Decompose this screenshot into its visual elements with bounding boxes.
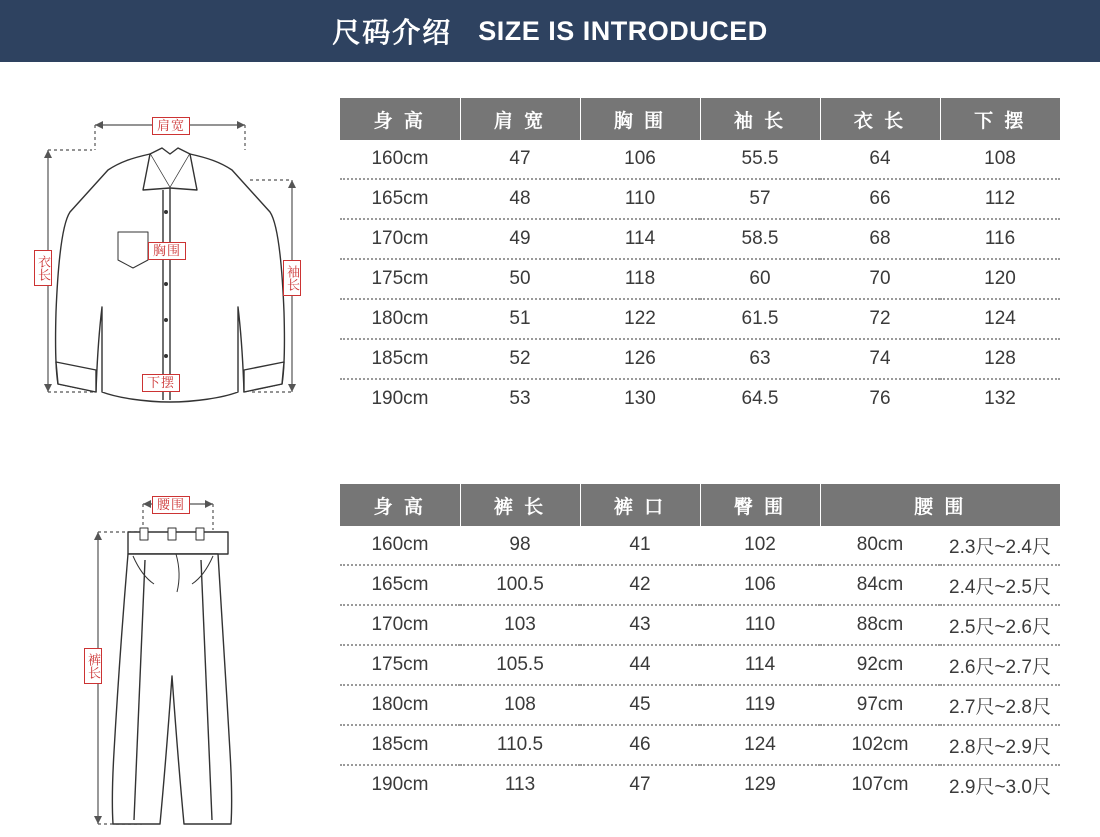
cell: 185cm	[340, 339, 460, 379]
cell: 41	[580, 526, 700, 565]
cell: 43	[580, 605, 700, 645]
cell: 103	[460, 605, 580, 645]
cell: 44	[580, 645, 700, 685]
table-header-row	[340, 98, 1060, 140]
cell: 92cm	[820, 645, 940, 685]
cell: 114	[700, 645, 820, 685]
pants-size-table	[340, 484, 1060, 804]
cell: 105.5	[460, 645, 580, 685]
cell: 110.5	[460, 725, 580, 765]
col-header: 身 高	[340, 484, 460, 526]
cell: 2.9尺~3.0尺	[949, 776, 1051, 798]
cell: 2.6尺~2.7尺	[940, 645, 1060, 685]
cell: 108	[940, 140, 1060, 179]
cell: 102	[700, 526, 820, 565]
cell: 165cm	[340, 179, 460, 219]
label-garment-length: 衣长	[34, 250, 52, 286]
cell: 60	[700, 259, 820, 299]
cell: 124	[940, 299, 1060, 339]
label-sleeve-length: 袖长	[283, 260, 301, 296]
table-row	[340, 299, 1060, 339]
cell: 51	[460, 299, 580, 339]
cell: 119	[700, 685, 820, 725]
col-header: 裤 口	[580, 484, 700, 526]
cell: 42	[580, 565, 700, 605]
cell: 170cm	[340, 219, 460, 259]
cell: 70	[820, 259, 940, 299]
cell: 175cm	[340, 645, 460, 685]
cell: 175cm	[340, 259, 460, 299]
cell: 129	[744, 774, 776, 795]
table-row	[340, 339, 1060, 379]
shirt-section	[0, 62, 1100, 452]
shirt-figure	[0, 62, 340, 452]
cell: 47	[629, 774, 651, 795]
cell: 124	[700, 725, 820, 765]
cell: 180cm	[340, 685, 460, 725]
label-waist: 腰围	[152, 496, 190, 514]
label-pants-length: 裤长	[84, 648, 102, 684]
cell: 57	[700, 179, 820, 219]
shirt-size-table	[340, 98, 1060, 418]
label-shoulder-width: 肩宽	[152, 117, 190, 135]
cell: 128	[940, 339, 1060, 379]
table-row	[340, 526, 1060, 565]
cell: 114	[580, 219, 700, 259]
cell: 112	[940, 179, 1060, 219]
table-row	[340, 685, 1060, 725]
cell: 45	[580, 685, 700, 725]
cell: 2.4尺~2.5尺	[940, 565, 1060, 605]
table-row	[340, 725, 1060, 765]
cell: 49	[460, 219, 580, 259]
pants-figure	[0, 452, 340, 837]
pants-table-wrapper	[340, 452, 1100, 837]
cell: 2.3尺~2.4尺	[940, 526, 1060, 565]
table-row	[340, 140, 1060, 179]
cell: 50	[460, 259, 580, 299]
page-title-en: SIZE IS INTRODUCED	[478, 15, 768, 46]
cell: 170cm	[340, 605, 460, 645]
cell: 180cm	[340, 299, 460, 339]
cell: 126	[580, 339, 700, 379]
cell: 55.5	[700, 140, 820, 179]
cell: 76	[869, 388, 891, 409]
table-row	[340, 645, 1060, 685]
cell: 102cm	[820, 725, 940, 765]
col-header: 身 高	[340, 98, 460, 140]
col-header: 肩 宽	[460, 98, 580, 140]
cell: 97cm	[820, 685, 940, 725]
label-hem: 下摆	[142, 374, 180, 392]
cell: 47	[460, 140, 580, 179]
cell: 61.5	[700, 299, 820, 339]
cell: 72	[820, 299, 940, 339]
cell: 106	[700, 565, 820, 605]
cell: 64	[820, 140, 940, 179]
cell: 160cm	[340, 140, 460, 179]
cell: 64.5	[741, 388, 779, 409]
cell: 2.7尺~2.8尺	[940, 685, 1060, 725]
cell: 110	[700, 605, 820, 645]
col-header: 下 摆	[940, 98, 1060, 140]
cell: 66	[820, 179, 940, 219]
table-row	[340, 219, 1060, 259]
cell: 130	[624, 388, 656, 409]
cell: 52	[460, 339, 580, 379]
cell: 108	[460, 685, 580, 725]
cell: 120	[940, 259, 1060, 299]
cell: 110	[580, 179, 700, 219]
cell: 190cm	[371, 774, 429, 795]
cell: 107cm	[851, 774, 909, 795]
cell: 53	[509, 388, 531, 409]
cell: 113	[504, 774, 536, 795]
cell: 185cm	[340, 725, 460, 765]
table-row	[340, 379, 1060, 418]
col-header: 袖 长	[700, 98, 820, 140]
cell: 80cm	[820, 526, 940, 565]
table-row	[340, 565, 1060, 605]
cell: 132	[984, 388, 1016, 409]
cell: 160cm	[340, 526, 460, 565]
label-chest: 胸围	[148, 242, 186, 260]
col-header: 裤 长	[460, 484, 580, 526]
cell: 98	[460, 526, 580, 565]
cell: 74	[820, 339, 940, 379]
page-header	[0, 0, 1100, 62]
cell: 100.5	[460, 565, 580, 605]
table-row	[340, 259, 1060, 299]
cell: 118	[580, 259, 700, 299]
cell: 48	[460, 179, 580, 219]
table-row	[340, 179, 1060, 219]
table-row	[340, 765, 1060, 804]
cell: 46	[580, 725, 700, 765]
cell: 190cm	[371, 388, 429, 409]
table-header-row	[340, 484, 1060, 526]
cell: 68	[820, 219, 940, 259]
pants-section	[0, 452, 1100, 837]
cell: 63	[700, 339, 820, 379]
col-header: 腰 围	[820, 484, 1060, 526]
page-title-cn: 尺码介绍	[332, 17, 453, 48]
col-header: 臀 围	[700, 484, 820, 526]
col-header: 衣 长	[820, 98, 940, 140]
cell: 84cm	[820, 565, 940, 605]
cell: 106	[580, 140, 700, 179]
cell: 165cm	[340, 565, 460, 605]
cell: 58.5	[700, 219, 820, 259]
cell: 2.8尺~2.9尺	[940, 725, 1060, 765]
col-header: 胸 围	[580, 98, 700, 140]
cell: 116	[940, 219, 1060, 259]
table-row	[340, 605, 1060, 645]
cell: 122	[580, 299, 700, 339]
cell: 2.5尺~2.6尺	[940, 605, 1060, 645]
shirt-table-wrapper	[340, 62, 1100, 452]
cell: 88cm	[820, 605, 940, 645]
